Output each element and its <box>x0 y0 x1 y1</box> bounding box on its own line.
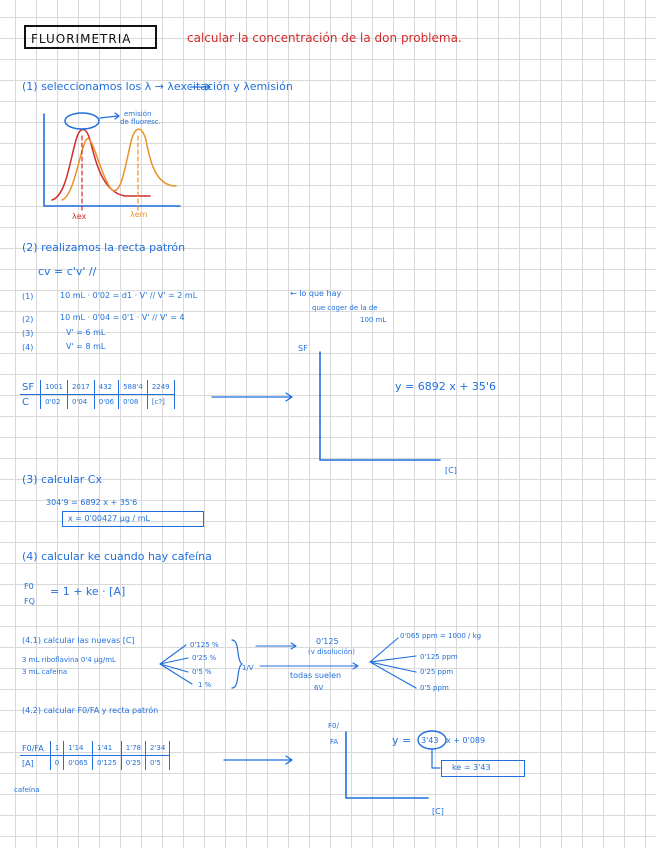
label-lambda-em: λem <box>130 210 148 219</box>
step4-frac-den: FQ <box>24 597 35 606</box>
table-cell: 1'41 <box>92 741 121 756</box>
step41-bottom-sub: 6V <box>314 684 324 692</box>
fan-left <box>160 645 192 684</box>
step41-mid-label: 1/V <box>242 664 254 672</box>
table-cell: 0'02 <box>41 395 68 410</box>
graph2-eq-rest: x + 0'089 <box>446 736 486 745</box>
step41-text: (4.1) calcular las nuevas [C] <box>22 636 135 645</box>
emission-curve <box>62 129 176 200</box>
step4-equation: = 1 + ke · [A] <box>50 585 126 598</box>
graph1-xlabel: [C] <box>445 466 457 475</box>
brace <box>232 640 242 688</box>
step42-below: cafeína <box>14 786 40 794</box>
ppm-item: 0'065 ppm = 1000 / kg <box>400 632 482 640</box>
pct-item: 0'125 % <box>190 641 219 649</box>
table-cell: 432 <box>94 380 118 395</box>
graph1-ylabel: SF <box>298 344 308 353</box>
table-row-head: SF <box>20 380 41 395</box>
upper-arrow <box>256 643 296 649</box>
peak-arrow <box>100 116 118 118</box>
table-cell: 0'5 <box>146 756 170 771</box>
table-to-graph-arrow <box>212 393 292 401</box>
ppm-item: 0'125 ppm <box>420 653 458 661</box>
peak-annotation-2: de fluoresc. <box>120 118 161 126</box>
graph2-ylabel-bot: FA <box>330 738 339 746</box>
step2-line4-num: (4) <box>22 343 34 352</box>
table-cell: 0'065 <box>64 756 93 771</box>
table-cell: 1001 <box>41 380 68 395</box>
step2-line2: 10 mL · 0'04 = 0'1 · V' // V' = 4 <box>60 313 185 322</box>
table-cell: 588'4 <box>119 380 148 395</box>
table-row-head: C <box>20 395 41 410</box>
step2-formula: cv = c'v' // <box>38 265 97 278</box>
ppm-item: 0'5 ppm <box>420 684 449 692</box>
step2-line4: V' = 8 mL <box>66 342 106 351</box>
pct-item: 0'5 % <box>192 668 212 676</box>
step41-bottom-text: todas suelen <box>290 671 342 680</box>
graph2-eq-slope: 3'43 <box>421 736 439 745</box>
pct-item: 1 % <box>198 681 212 689</box>
frac-line <box>260 663 358 669</box>
peak-ellipse <box>65 113 99 129</box>
table-cell: 1 <box>50 741 63 756</box>
slope-arrow <box>432 750 440 768</box>
fan-right <box>370 638 416 688</box>
table-cell: 0'04 <box>67 395 94 410</box>
step41-left1: 3 mL riboflavina 0'4 µg/mL <box>22 656 116 664</box>
step2-line2-num: (2) <box>22 315 34 324</box>
pct-item: 0'25 % <box>192 654 217 662</box>
step1-arrow <box>190 84 210 90</box>
page-title: FLUORIMETRIA <box>31 32 132 46</box>
table-cell: 0'08 <box>119 395 148 410</box>
table-cell: 2017 <box>67 380 94 395</box>
step2-line3: V' = 6 mL <box>66 328 106 337</box>
table-cell: 0 <box>50 756 63 771</box>
table-cell: 0'06 <box>94 395 118 410</box>
step3-line1: 304'9 = 6892 x + 35'6 <box>46 498 138 507</box>
step42-text: (4.2) calcular F0/FA y recta patrón <box>22 706 159 715</box>
ke-result: ke = 3'43 <box>452 763 491 772</box>
step2-line1: 10 mL · 0'02 = d1 · V' // V' = 2 mL <box>60 291 198 300</box>
spectrum-axes <box>44 114 180 206</box>
step41-frac-sub: (v disolución) <box>308 648 356 656</box>
step3-text: (3) calcular Cx <box>22 473 102 486</box>
step4-frac-num: F0 <box>24 582 34 591</box>
table-cell: 2249 <box>147 380 174 395</box>
step41-left2: 3 mL cafeína <box>22 668 68 676</box>
step3-result: x = 0'00427 µg / mL <box>68 514 151 523</box>
peak-annotation-1: emisión <box>124 110 152 118</box>
step2-line1-note: ← lo que hay <box>290 289 342 298</box>
graph2-xlabel: [C] <box>432 807 444 816</box>
step2-line3-num: (3) <box>22 329 34 338</box>
graph1-equation: y = 6892 x + 35'6 <box>395 380 496 393</box>
table-cell: 1'78 <box>121 741 145 756</box>
step2-text: (2) realizamos la recta patrón <box>22 241 186 254</box>
step4-text: (4) calcular ke cuando hay cafeína <box>22 550 212 563</box>
slope-circle <box>418 731 446 749</box>
table-cell: [c?] <box>147 395 174 410</box>
graph2-eq-y: y = <box>392 734 412 747</box>
excitation-curve <box>52 130 150 201</box>
table-cell: 0'125 <box>92 756 121 771</box>
graph1-axes <box>320 352 440 460</box>
label-lambda-ex: λex <box>72 212 87 221</box>
graph2-ylabel-top: F0/ <box>328 722 339 730</box>
table-cell: 2'34 <box>146 741 170 756</box>
step1-text: (1) seleccionamos los λ → λexcitación y λemisión <box>22 80 293 93</box>
page-subtitle: calcular la concentración de la don problema. <box>187 31 462 45</box>
step2-line1-num: (1) <box>22 292 34 301</box>
graph2-axes <box>346 732 428 798</box>
table-cell: 1'14 <box>64 741 93 756</box>
ppm-item: 0'25 ppm <box>420 668 454 676</box>
table2-to-graph-arrow <box>224 756 292 764</box>
step2-line1-note3: 100 mL <box>360 316 387 324</box>
table-row-head: [A] <box>20 756 50 771</box>
step41-frac-top: 0'125 <box>316 637 339 646</box>
step2-line1-note2: que coger de la de <box>312 304 378 312</box>
table-cell: 0'25 <box>121 756 145 771</box>
table-row-head: F0/FA <box>20 741 50 756</box>
